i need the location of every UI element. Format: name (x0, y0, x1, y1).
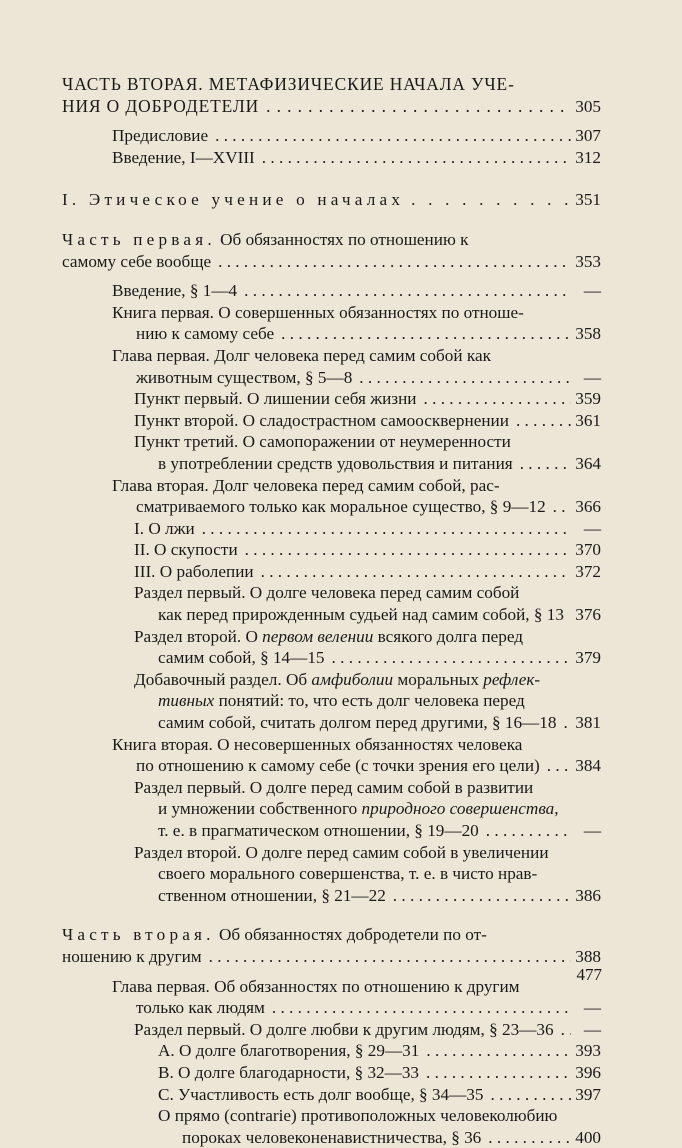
toc-entry-b2s1-line-3[interactable] (62, 820, 601, 842)
toc-entry-iii[interactable] (62, 561, 601, 583)
toc-entry-title: А. О долге благотворения, § 29—31 . . . (158, 1040, 571, 1062)
toc-entry-title: ношению к другим . . . (62, 946, 571, 968)
page-number: 477 (576, 965, 602, 984)
toc-entry-title: Введение, I—XVIII . . . (112, 147, 571, 169)
toc-entry-book1-line-2[interactable] (62, 323, 601, 345)
toc-entry-b2s2-line-2[interactable] (62, 863, 601, 885)
toc-entry-title: Раздел первый. О долге любви к другим людям, § 23—36 . . . (134, 1019, 571, 1041)
toc-entry-title: в употреблении средств удовольствия и питания . . . (158, 453, 571, 475)
toc-entry-title: Раздел первый. О долге человека перед самим собой (134, 583, 520, 603)
toc-page-number: 400 (575, 1127, 601, 1147)
toc-page-number: 364 (575, 453, 601, 473)
toc-entry-ii[interactable] (62, 539, 601, 561)
toc-page-number: 393 (575, 1041, 601, 1061)
toc-entry-part2b-line-2[interactable] (62, 946, 601, 968)
toc-page-number: 384 (575, 756, 601, 776)
toc-entry-title: С. Участливость есть долг вообще, § 34—35 . . . (158, 1084, 571, 1106)
toc-entry-title: Часть первая. Об обязанностях по отношению к (62, 229, 469, 249)
toc-entry-p2s1[interactable] (62, 1019, 601, 1041)
toc-entry-secadd-line-3[interactable] (62, 712, 601, 734)
toc-entry-part2-line-2[interactable] (62, 96, 601, 118)
toc-entry-title: Пункт второй. О сладострастном самоосквернении . . . (134, 410, 571, 432)
toc-page-number: 366 (575, 497, 601, 517)
toc-entry-title: по отношению к самому себе (с точки зрения его цели) . . . (136, 755, 571, 777)
toc-entry-title: Раздел первый. О долге перед самим собой в развитии (134, 777, 534, 797)
spacer (62, 168, 601, 189)
toc-entry-a[interactable] (62, 1040, 601, 1062)
toc-page-number: 359 (575, 389, 601, 409)
toc-entry-title: т. е. в прагматическом отношении, § 19—20 . . . (158, 820, 571, 842)
toc-entry-contrarie-line-2[interactable] (62, 1127, 601, 1148)
spacer (62, 211, 601, 229)
toc-entry-ch2-line-2[interactable] (62, 496, 601, 518)
toc-entry-title: Добавочный раздел. Об амфиболии моральных рефлек- (134, 669, 541, 689)
toc-entry-p1[interactable] (62, 388, 601, 410)
toc-entry-title: III. О раболепии . . . (134, 561, 571, 583)
toc-entry-title: своего морального совершенства, т. е. в чисто нрав- (158, 864, 538, 884)
toc-page-number: 376 (575, 605, 601, 625)
toc-entry-title: самому себе вообще . . . (62, 251, 571, 273)
toc-entry-b2s2-line-3[interactable] (62, 885, 601, 907)
toc-entry-title: Глава вторая. Долг человека перед самим собой, рас- (112, 475, 500, 495)
toc-page-number: 381 (575, 713, 601, 733)
toc-entry-intro14[interactable] (62, 280, 601, 302)
toc-entry-title: О прямо (contrarie) противоположных человеколюбию (158, 1106, 558, 1126)
toc-entry-title: Раздел второй. О долге перед самим собой в увеличении (134, 842, 549, 862)
toc-entry-title: Введение, § 1—4 . . . (112, 280, 571, 302)
toc-entry-title: самим собой, считать долгом перед другими, § 16—18 . . . (158, 712, 571, 734)
toc-entry-title: Глава первая. Долг человека перед самим собой как (112, 345, 491, 365)
toc-entry-p3-line-2[interactable] (62, 453, 601, 475)
toc-entry-title: животным существом, § 5—8 . . . (136, 367, 571, 389)
toc-entry-p3-line-1[interactable] (62, 431, 601, 453)
toc-entry-ethical[interactable] (62, 189, 601, 211)
toc-entry-ch1-line-1[interactable] (62, 345, 601, 367)
toc-entry-sec1-line-1[interactable] (62, 582, 601, 604)
toc-entry-title: Часть вторая. Об обязанностях добродетели по от- (62, 925, 487, 945)
toc-page-number: — (583, 1019, 601, 1039)
toc-page-number: 351 (575, 190, 601, 210)
toc-page-number: 379 (575, 648, 601, 668)
toc-entry-b2s1-line-2[interactable] (62, 798, 601, 820)
toc-entry-part1-line-1[interactable] (62, 229, 601, 251)
toc-entry-book1-line-1[interactable] (62, 302, 601, 324)
toc-entry-title: Предисловие . . . (112, 125, 571, 147)
toc-page-number: — (583, 821, 601, 840)
toc-entry-p2ch1-line-1[interactable] (62, 976, 601, 998)
toc-entry-b2s2-line-1[interactable] (62, 842, 601, 864)
toc-page-number: — (583, 998, 601, 1018)
toc-page-number: 396 (575, 1062, 601, 1082)
spacer (62, 968, 601, 976)
toc-entry-title: Пункт первый. О лишении себя жизни . . . (134, 388, 571, 410)
toc-entry-part2b-line-1[interactable] (62, 924, 601, 946)
toc-entry-title: В. О долге благодарности, § 32—33 . . . (158, 1062, 571, 1084)
toc-entry-title: Пункт третий. О самопоражении от неумеренности (134, 432, 511, 452)
toc-page-number: 370 (575, 540, 601, 560)
toc-entry-title: самим собой, § 14—15 . . . (158, 647, 571, 669)
toc-entry-title: как перед прирожденным судьей над самим собой, § 13 . . . (158, 604, 571, 626)
toc-entry-sec2-line-2[interactable] (62, 647, 601, 669)
toc-entry-title: пороках человеконенавистничества, § 36 . . . (182, 1127, 571, 1148)
spacer (62, 117, 601, 125)
toc-page-number: — (583, 518, 601, 538)
table-of-contents (62, 74, 601, 1148)
toc-entry-title: Книга вторая. О несовершенных обязанностях человека (112, 734, 523, 754)
toc-entry-title: Книга первая. О совершенных обязанностях по отноше- (112, 302, 524, 322)
toc-entry-book2-line-2[interactable] (62, 755, 601, 777)
toc-entry-sec2-line-1[interactable] (62, 626, 601, 648)
toc-entry-book2-line-1[interactable] (62, 734, 601, 756)
toc-page-number: 361 (575, 410, 601, 430)
toc-entry-intro[interactable] (62, 147, 601, 169)
toc-page-number: — (583, 367, 601, 387)
toc-entry-ch2-line-1[interactable] (62, 475, 601, 497)
toc-page-number: 307 (575, 126, 601, 146)
toc-entry-p2ch1-line-2[interactable] (62, 997, 601, 1019)
toc-entry-i[interactable] (62, 518, 601, 540)
toc-page-number: 353 (575, 251, 601, 271)
toc-entry-title: нию к самому себе . . . (136, 323, 571, 345)
toc-entry-title: Раздел второй. О первом велении всякого долга перед (134, 626, 524, 646)
toc-entry-title: I. Этическое учение о началах . . . (62, 189, 571, 211)
toc-entry-title: ЧАСТЬ ВТОРАЯ. МЕТАФИЗИЧЕСКИЕ НАЧАЛА УЧЕ- (62, 74, 515, 94)
toc-entry-secadd-line-2[interactable] (62, 690, 601, 712)
toc-page-number: 312 (575, 147, 601, 167)
toc-entry-title: НИЯ О ДОБРОДЕТЕЛИ . . . (62, 96, 571, 118)
toc-entry-title: ственном отношении, § 21—22 . . . (158, 885, 571, 907)
toc-entry-sec1-line-2[interactable] (62, 604, 601, 626)
toc-entry-title: сматриваемого только как моральное существо, § 9—12 . . . (136, 496, 571, 518)
toc-entry-b[interactable] (62, 1062, 601, 1084)
toc-entry-b2s1-line-1[interactable] (62, 777, 601, 799)
toc-page-number: 397 (575, 1084, 601, 1104)
toc-entry-title: Глава первая. Об обязанностях по отношению к другим (112, 976, 520, 996)
toc-entry-c[interactable] (62, 1084, 601, 1106)
toc-entry-title: II. О скупости . . . (134, 539, 571, 561)
toc-page-number: 305 (575, 96, 601, 116)
toc-entry-contrarie-line-1[interactable] (62, 1105, 601, 1127)
toc-entry-part2-line-1[interactable] (62, 74, 601, 96)
toc-entry-part1-line-2[interactable] (62, 251, 601, 273)
toc-entry-title: только как людям . . . (136, 997, 571, 1019)
toc-entry-title: и умножении собственного природного совершенства, (158, 799, 559, 819)
toc-entry-ch1-line-2[interactable] (62, 367, 601, 389)
spacer (62, 906, 601, 924)
toc-entry-preface[interactable] (62, 125, 601, 147)
toc-page-number: 388 (575, 946, 601, 966)
toc-page-number: — (583, 281, 601, 301)
toc-page-number: 358 (575, 324, 601, 344)
spacer (62, 272, 601, 280)
toc-page-number: 372 (575, 561, 601, 581)
toc-entry-title: I. О лжи . . . (134, 518, 571, 540)
toc-entry-p2[interactable] (62, 410, 601, 432)
toc-entry-secadd-line-1[interactable] (62, 669, 601, 691)
toc-entry-title: тивных понятий: то, что есть долг человека перед (158, 691, 525, 711)
toc-page-number: 386 (575, 885, 601, 905)
